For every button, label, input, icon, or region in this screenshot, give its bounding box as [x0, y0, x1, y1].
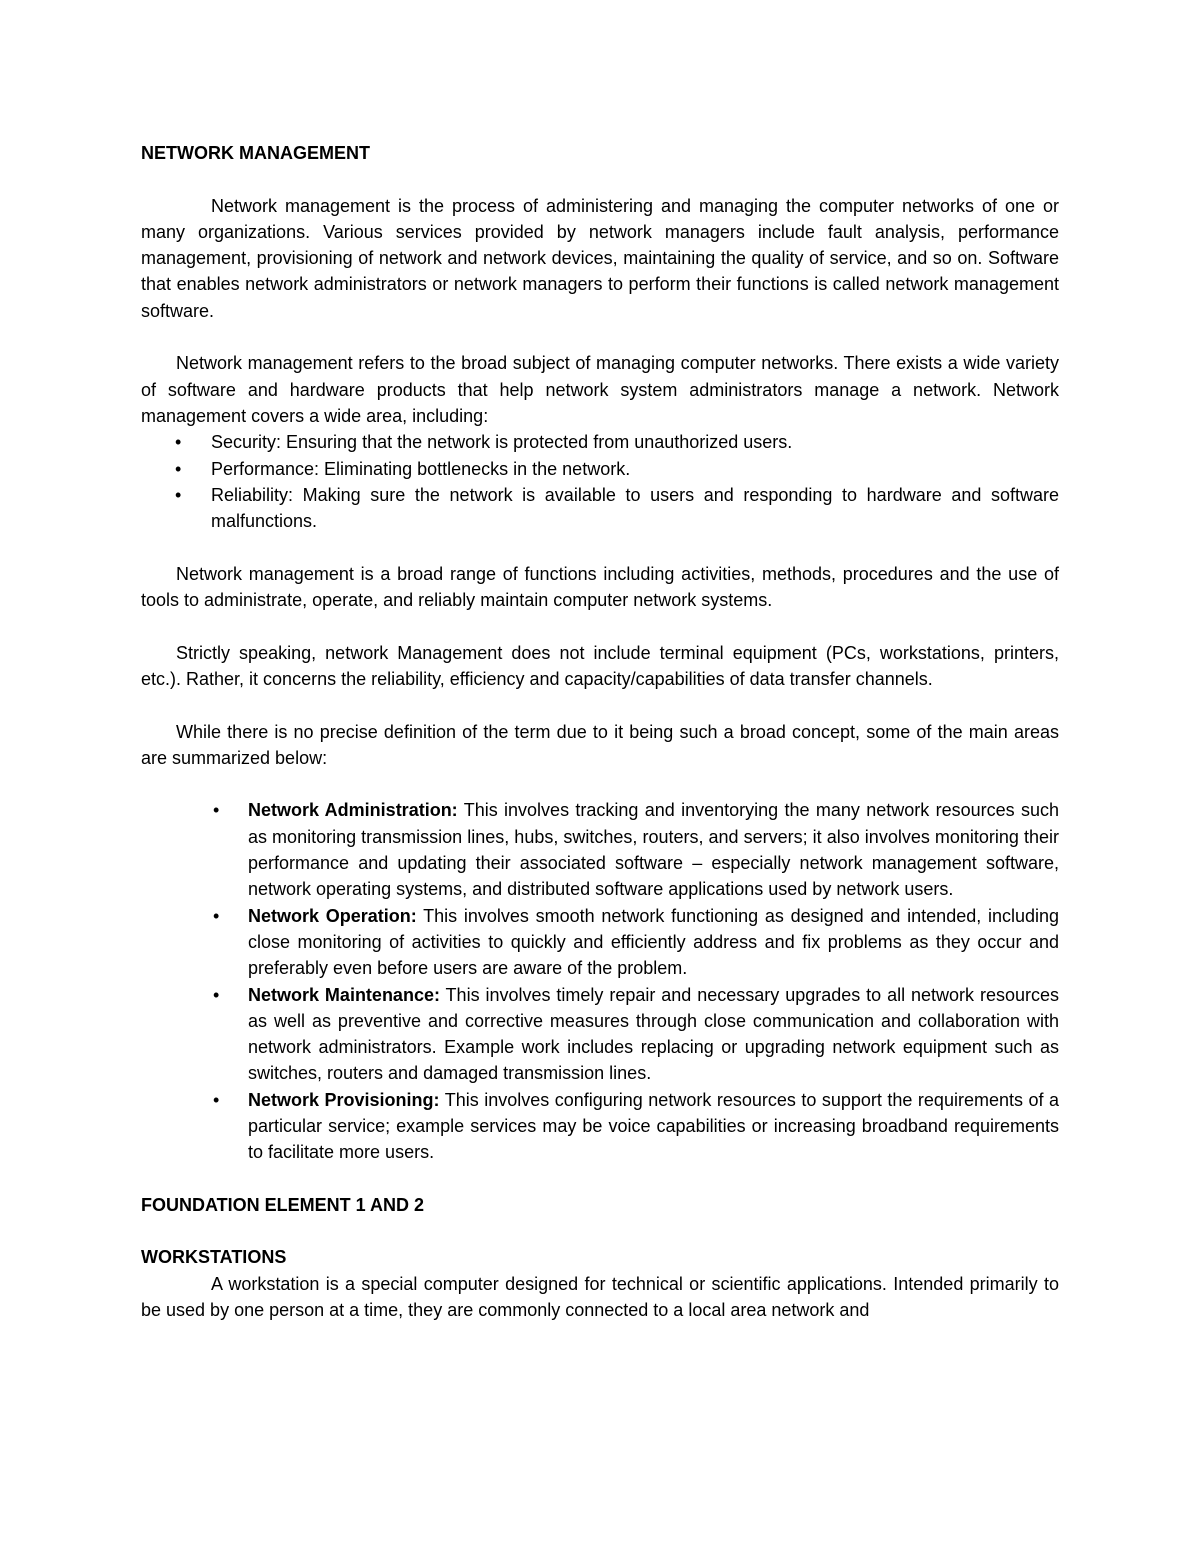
bullet-icon: •	[175, 458, 182, 479]
paragraph-definition: While there is no precise definition of the term due to it being such a broad concept, some of the main areas are summarized below:	[141, 721, 1059, 768]
spacer	[141, 324, 1059, 350]
spacer	[141, 692, 1059, 718]
spacer	[141, 166, 1059, 192]
list-item	[141, 797, 1059, 902]
bullet-icon: •	[213, 800, 220, 821]
bullet-icon: •	[175, 484, 182, 505]
list-item	[141, 429, 1059, 455]
bullet-icon: •	[213, 984, 220, 1005]
paragraph-workstations: A workstation is a special computer designed for technical or scientific applications. Intended primarily to be used by one person at a time, they are commonly connected to a local area network and	[141, 1273, 1059, 1321]
list-item-text: This involves tracking and inventorying the many network resources such as monitoring transmission lines, hubs, switches, routers, and servers; it also involves monitoring their performance and updating their associated software – especially network management software, network operating systems, and distributed software applications used by network users.	[248, 800, 1059, 900]
bullet-icon: •	[213, 905, 220, 926]
paragraph-strictly-speaking: Strictly speaking, network Management does not include terminal equipment (PCs, workstations, printers, etc.). Rather, it concerns the reliability, efficiency and capacity/capabilities of data transfer channels.	[141, 642, 1059, 689]
list-item-term: Network Provisioning:	[248, 1089, 440, 1110]
list-item-text: This involves configuring network resources to support the requirements of a particular service; example services may be voice capabilities or increasing broadband requirements to facilitate more users.	[248, 1089, 1059, 1163]
list-item-term: Network Administration:	[248, 800, 458, 821]
list-item	[141, 982, 1059, 1087]
document-page	[141, 140, 1059, 1323]
list-item	[141, 1087, 1059, 1166]
list-item-text: Security: Ensuring that the network is protected from unauthorized users.	[211, 432, 793, 453]
list-item-text: Performance: Eliminating bottlenecks in the network.	[211, 458, 631, 479]
bullet-icon: •	[175, 432, 182, 453]
spacer	[141, 771, 1059, 797]
list-item-term: Network Operation:	[248, 905, 417, 926]
paragraph-broad-subject: Network management refers to the broad subject of managing computer networks. There exists a wide variety of software and hardware products that help network system administrators manage a network. Network management covers a wide area, including:	[141, 353, 1059, 426]
section-heading-foundation: FOUNDATION ELEMENT 1 AND 2	[141, 1194, 425, 1215]
bullet-icon: •	[213, 1089, 220, 1110]
spacer	[141, 1166, 1059, 1192]
spacer	[141, 1218, 1059, 1244]
list-item	[141, 903, 1059, 982]
document-title: NETWORK MANAGEMENT	[141, 143, 370, 163]
paragraph-intro: Network management is the process of administering and managing the computer networks of one or many organizations. Various services provided by network managers include fault analysis, performance management, provisioning of network and network devices, maintaining the quality of service, and so on. Software that enables network administrators or network managers to perform their functions is called network management software.	[141, 195, 1059, 321]
section-heading-workstations: WORKSTATIONS	[141, 1247, 287, 1268]
spacer	[141, 613, 1059, 639]
spacer	[141, 534, 1059, 560]
main-areas-list	[141, 797, 1059, 1165]
list-item	[141, 456, 1059, 482]
areas-list	[141, 429, 1059, 534]
list-item	[141, 482, 1059, 535]
paragraph-functions: Network management is a broad range of functions including activities, methods, procedures and the use of tools to administrate, operate, and reliably maintain computer network systems.	[141, 563, 1059, 611]
list-item-term: Network Maintenance:	[248, 984, 440, 1005]
list-item-text: This involves smooth network functioning as designed and intended, including close monitoring of activities to quickly and efficiently address and fix problems as they occur and preferably even before users are aware of the problem.	[248, 905, 1059, 979]
list-item-text: This involves timely repair and necessary upgrades to all network resources as well as preventive and corrective measures through close communication and collaboration with network administrators. Example work includes replacing or upgrading network equipment such as switches, routers and damaged transmission lines.	[248, 984, 1060, 1084]
list-item-text: Reliability: Making sure the network is available to users and responding to hardware and software malfunctions.	[211, 484, 1059, 532]
